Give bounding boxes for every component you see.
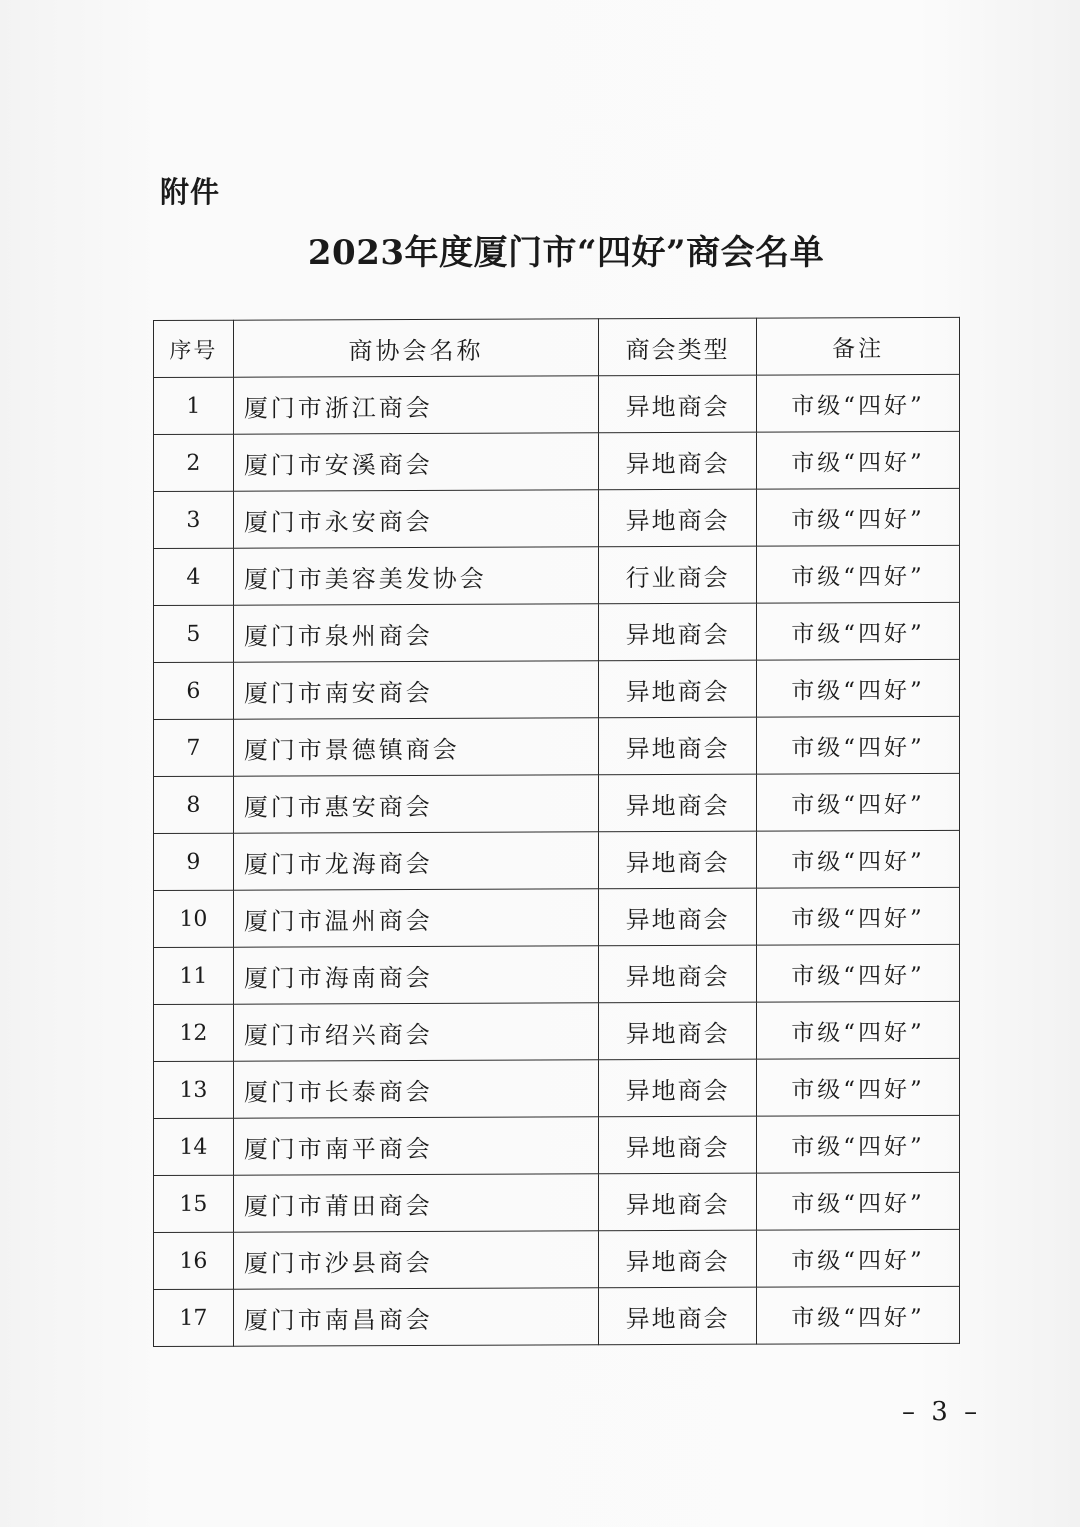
cell-no: 13 xyxy=(154,1061,234,1118)
table-row xyxy=(154,1172,960,1232)
cell-type: 异地商会 xyxy=(599,1059,757,1117)
cell-note: 市级“四好” xyxy=(757,1001,960,1059)
table-row xyxy=(154,716,960,776)
cell-type: 异地商会 xyxy=(599,1173,757,1231)
cell-no: 2 xyxy=(154,434,234,491)
cell-name: 厦门市永安商会 xyxy=(233,490,598,548)
table-body xyxy=(154,374,960,1346)
cell-note: 市级“四好” xyxy=(757,887,960,945)
table-row xyxy=(154,830,960,890)
table-row xyxy=(154,488,960,548)
cell-type: 行业商会 xyxy=(599,546,757,604)
cell-no: 11 xyxy=(154,947,234,1004)
header-name: 商协会名称 xyxy=(233,319,598,377)
cell-no: 7 xyxy=(154,719,234,776)
cell-note: 市级“四好” xyxy=(757,1058,960,1116)
cell-note: 市级“四好” xyxy=(757,1229,960,1287)
cell-type: 异地商会 xyxy=(599,774,757,832)
cell-note: 市级“四好” xyxy=(757,1286,960,1344)
cell-type: 异地商会 xyxy=(599,1230,757,1288)
cell-note: 市级“四好” xyxy=(757,830,960,888)
cell-note: 市级“四好” xyxy=(757,545,960,603)
table-row xyxy=(154,1286,960,1346)
table-row xyxy=(154,773,960,833)
cell-no: 3 xyxy=(154,491,234,548)
header-no: 序号 xyxy=(154,320,234,377)
cell-no: 9 xyxy=(154,833,234,890)
cell-name: 厦门市南安商会 xyxy=(233,661,598,719)
table-row xyxy=(154,944,960,1004)
cell-name: 厦门市龙海商会 xyxy=(233,832,598,890)
document-title: 2023年度厦门市“四好”商会名单 xyxy=(307,233,825,273)
table-row xyxy=(154,1001,960,1061)
cell-no: 1 xyxy=(154,377,234,434)
attachment-label: 附件 xyxy=(160,175,221,209)
cell-note: 市级“四好” xyxy=(757,1115,960,1173)
cell-type: 异地商会 xyxy=(599,888,757,946)
cell-name: 厦门市景德镇商会 xyxy=(233,718,598,776)
table-row xyxy=(154,1229,960,1289)
cell-type: 异地商会 xyxy=(599,831,757,889)
table-row xyxy=(154,887,960,947)
table-row xyxy=(154,659,960,719)
cell-no: 4 xyxy=(154,548,234,605)
cell-type: 异地商会 xyxy=(599,489,757,547)
table-row xyxy=(154,602,960,662)
table-row xyxy=(154,545,960,605)
cell-no: 16 xyxy=(154,1232,234,1289)
cell-name: 厦门市浙江商会 xyxy=(233,376,598,434)
cell-note: 市级“四好” xyxy=(757,431,960,489)
cell-no: 14 xyxy=(154,1118,234,1175)
cell-name: 厦门市海南商会 xyxy=(233,946,598,1004)
cell-name: 厦门市绍兴商会 xyxy=(233,1003,598,1061)
cell-note: 市级“四好” xyxy=(757,602,960,660)
cell-name: 厦门市南平商会 xyxy=(233,1117,598,1175)
cell-name: 厦门市温州商会 xyxy=(233,889,598,947)
cell-name: 厦门市惠安商会 xyxy=(233,775,598,833)
cell-no: 6 xyxy=(154,662,234,719)
header-note: 备注 xyxy=(757,317,960,375)
cell-type: 异地商会 xyxy=(599,432,757,490)
cell-type: 异地商会 xyxy=(599,660,757,718)
cell-name: 厦门市美容美发协会 xyxy=(233,547,598,605)
cell-note: 市级“四好” xyxy=(757,488,960,546)
cell-note: 市级“四好” xyxy=(757,374,960,432)
cell-type: 异地商会 xyxy=(599,1287,757,1345)
cell-no: 5 xyxy=(154,605,234,662)
cell-name: 厦门市南昌商会 xyxy=(233,1288,598,1346)
cell-name: 厦门市泉州商会 xyxy=(233,604,598,662)
cell-type: 异地商会 xyxy=(599,717,757,775)
header-type: 商会类型 xyxy=(599,318,757,376)
table-row xyxy=(154,374,960,434)
cell-no: 10 xyxy=(154,890,234,947)
cell-name: 厦门市沙县商会 xyxy=(233,1231,598,1289)
cell-name: 厦门市莆田商会 xyxy=(233,1174,598,1232)
table-row xyxy=(154,1058,960,1118)
cell-no: 8 xyxy=(154,776,234,833)
cell-no: 12 xyxy=(154,1004,234,1061)
cell-note: 市级“四好” xyxy=(757,944,960,1002)
cell-type: 异地商会 xyxy=(599,375,757,433)
cell-no: 17 xyxy=(154,1289,234,1346)
table-row xyxy=(154,1115,960,1175)
cell-type: 异地商会 xyxy=(599,945,757,1003)
cell-no: 15 xyxy=(154,1175,234,1232)
cell-type: 异地商会 xyxy=(599,1002,757,1060)
cell-type: 异地商会 xyxy=(599,603,757,661)
table-header-row xyxy=(154,317,960,377)
table-row xyxy=(154,431,960,491)
chamber-list-table xyxy=(153,317,960,1347)
page-number: – 3 – xyxy=(902,1397,982,1427)
cell-note: 市级“四好” xyxy=(757,1172,960,1230)
cell-name: 厦门市长泰商会 xyxy=(233,1060,598,1118)
cell-note: 市级“四好” xyxy=(757,716,960,774)
cell-name: 厦门市安溪商会 xyxy=(233,433,598,491)
cell-type: 异地商会 xyxy=(599,1116,757,1174)
cell-note: 市级“四好” xyxy=(757,659,960,717)
cell-note: 市级“四好” xyxy=(757,773,960,831)
